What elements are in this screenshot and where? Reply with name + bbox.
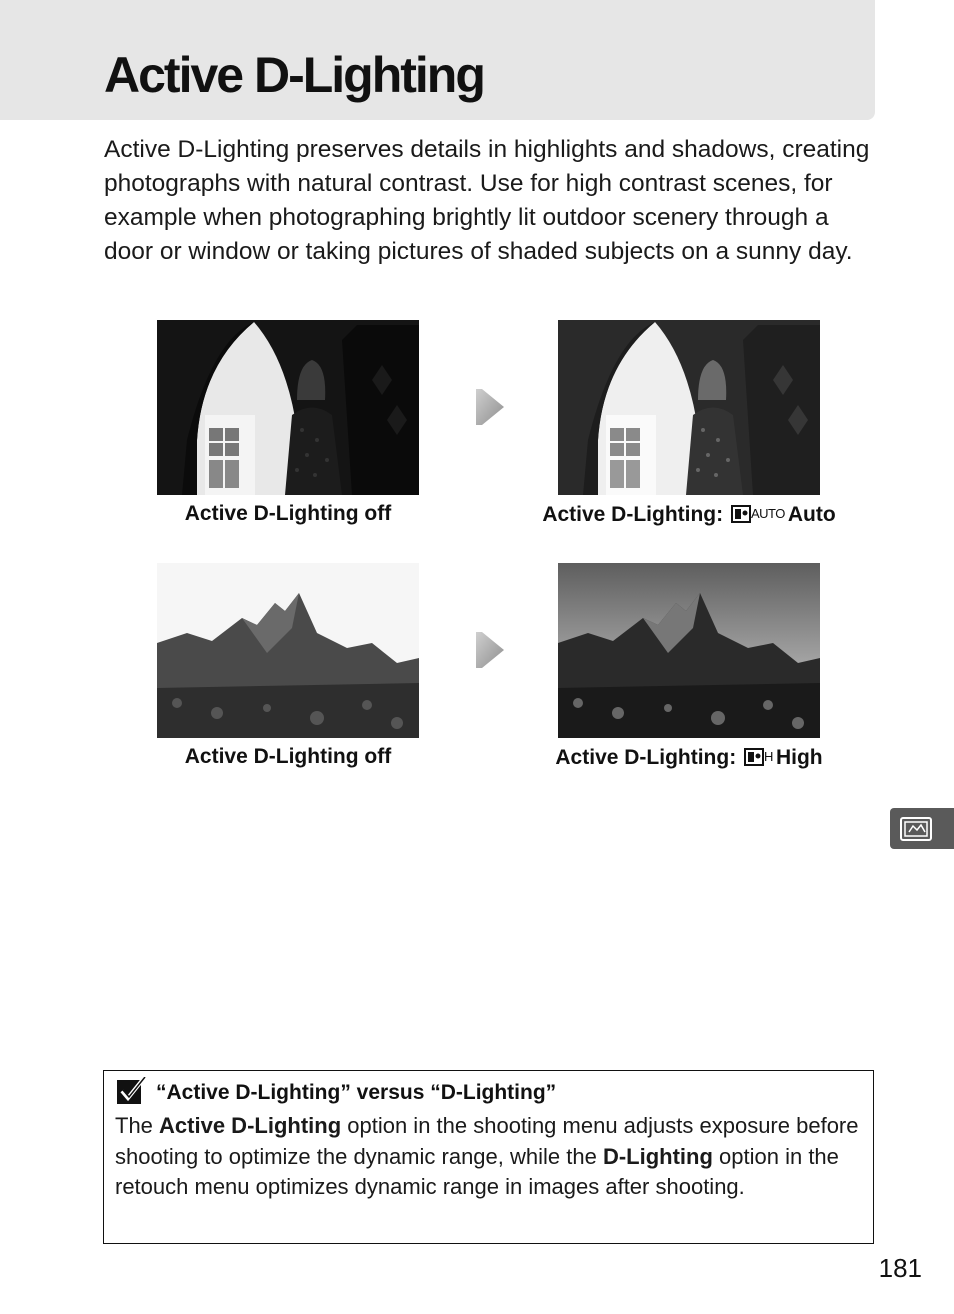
mountain-photo-off — [157, 563, 419, 738]
caption-auto-suffix: Auto — [787, 503, 836, 526]
caption-auto-icon-label: AUTO — [750, 506, 785, 521]
doorway-photo-auto — [558, 320, 820, 495]
note-body — [115, 1111, 860, 1203]
arrow-right-icon — [474, 630, 506, 670]
page-title: Active D-Lighting — [104, 47, 484, 103]
caption-high-prefix: Active D-Lighting: — [555, 746, 743, 769]
mountain-scene-flat — [157, 563, 419, 738]
doorway-photo-off — [157, 320, 419, 495]
note-text: option in the shooting menu adjusts exposure before shooting to optimize the dynamic range, while the — [115, 1113, 859, 1169]
caption-high-suffix: High — [775, 746, 823, 769]
active-d-lighting-icon — [744, 748, 764, 766]
shooting-menu-icon — [900, 816, 934, 842]
doorway-scene-dark — [157, 320, 419, 495]
mountain-scene-contrast — [558, 563, 820, 738]
caption-auto — [524, 500, 854, 529]
caption-high-icon-label: H — [764, 749, 773, 764]
caption-off-1: Active D-Lighting off — [184, 502, 392, 525]
note-text: option in the retouch menu optimizes dynamic range in images after shooting. — [115, 1143, 839, 1199]
note-box — [103, 1070, 874, 1244]
arrow-right-icon — [474, 387, 506, 427]
note-text: The — [115, 1113, 160, 1138]
caption-auto-prefix: Active D-Lighting: — [542, 503, 729, 526]
checkmark-icon — [116, 1077, 146, 1105]
shooting-menu-tab[interactable] — [890, 808, 954, 849]
caption-off-2: Active D-Lighting off — [184, 745, 392, 768]
doorway-scene-bright — [558, 320, 820, 495]
mountain-photo-high — [558, 563, 820, 738]
page-number: 181 — [878, 1253, 922, 1283]
note-bold-active-d-lighting: Active D-Lighting — [159, 1113, 342, 1138]
caption-high — [524, 743, 854, 772]
intro-paragraph: Active D-Lighting preserves details in highlights and shadows, creating photographs with natural contrast. Use for high contrast scenes, for example when photographing brightly lit outdoor scenery through a door or window or taking pictures of shaded subjects on a sunny day. — [104, 136, 870, 265]
note-title: “Active D-Lighting” versus “D-Lighting” — [156, 1081, 557, 1104]
active-d-lighting-icon — [731, 505, 751, 523]
note-bold-d-lighting: D-Lighting — [602, 1143, 713, 1169]
